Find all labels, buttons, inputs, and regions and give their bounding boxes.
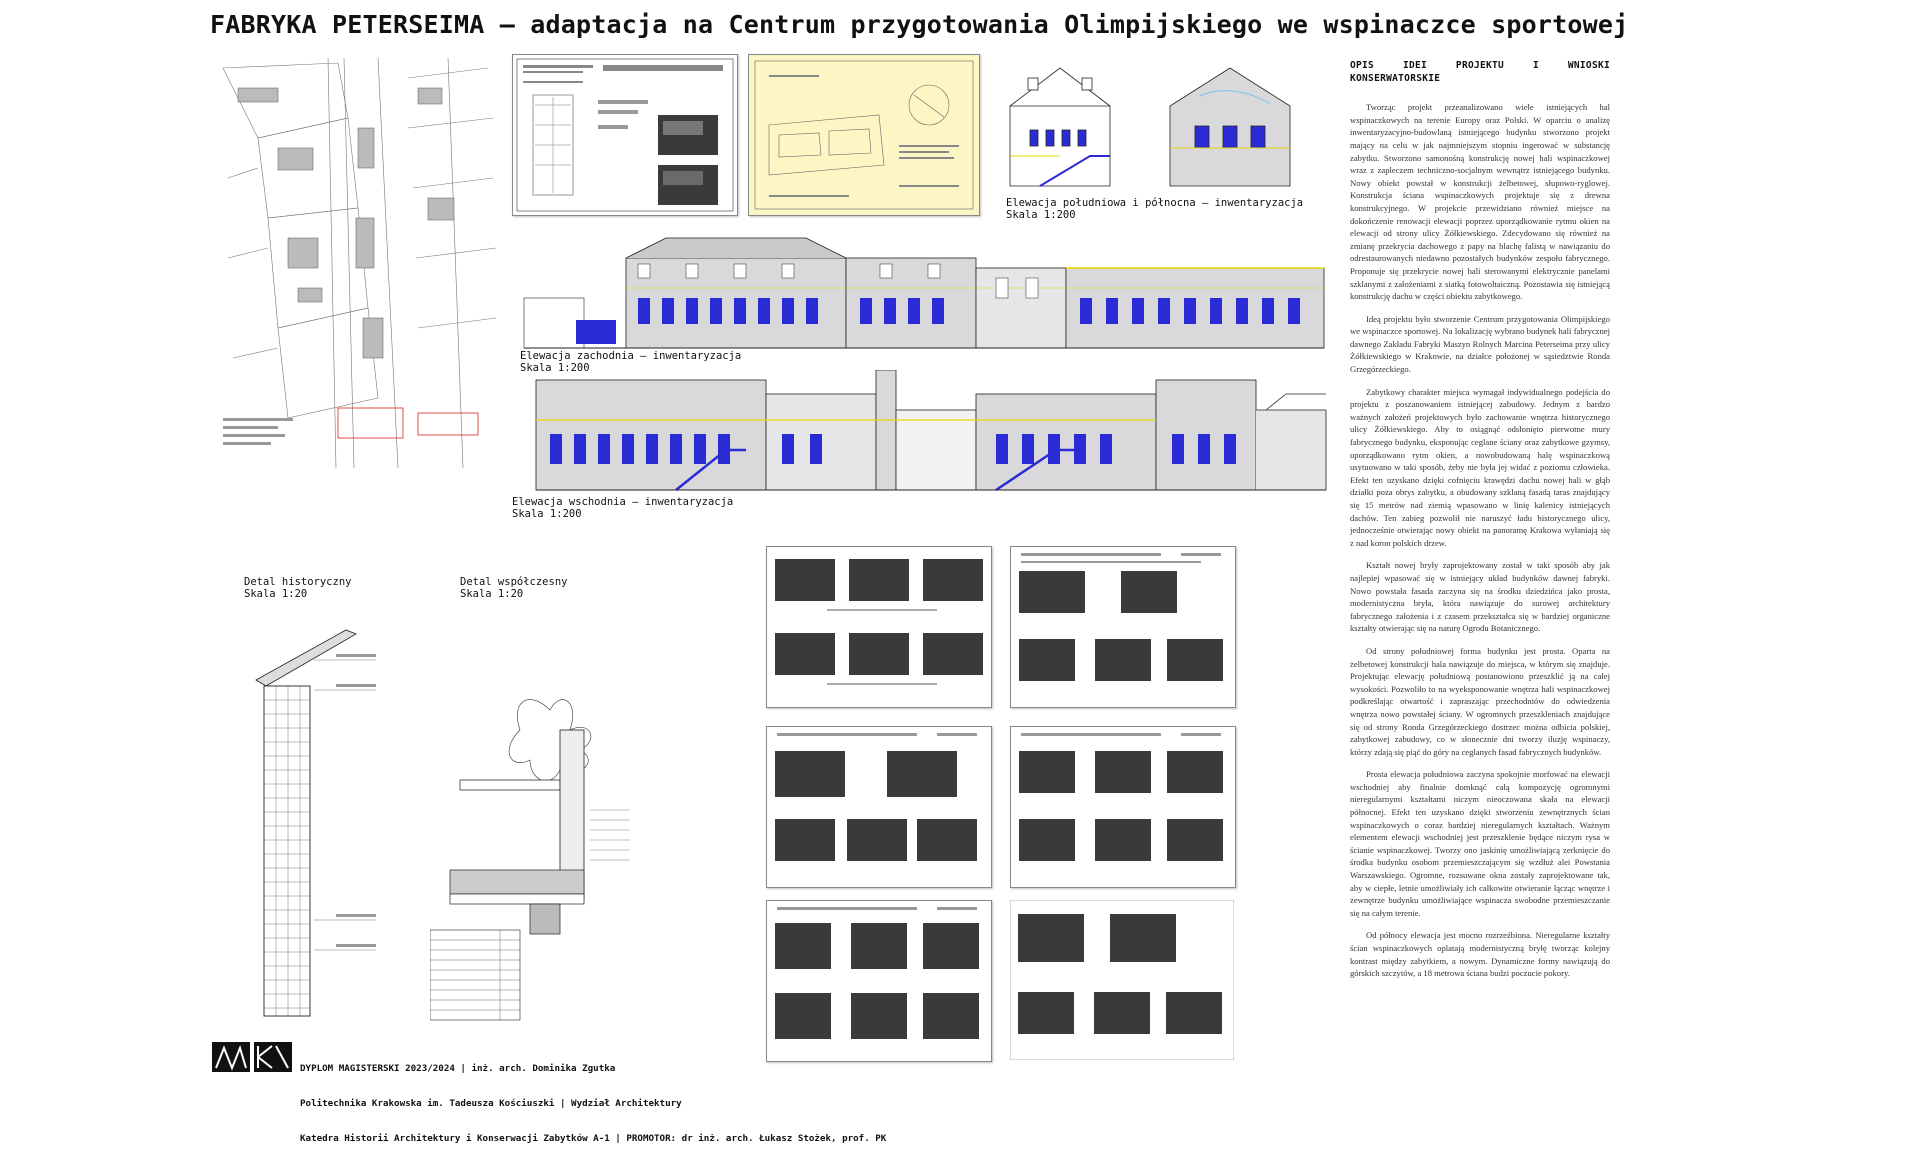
photo-sheet-4 — [1010, 726, 1236, 888]
description-heading: OPIS IDEI PROJEKTU I WNIOSKI KONSERWATORSKIE — [1350, 60, 1610, 84]
photo-sheet-2 — [1010, 546, 1236, 708]
caption-detail-historic: Detal historyczny Skala 1:20 — [244, 576, 352, 600]
photo-sheet-1 — [766, 546, 992, 708]
historic-detail-drawing — [236, 620, 396, 1020]
caption-east: Elewacja wschodnia – inwentaryzacja Skala 1:200 — [512, 496, 734, 520]
description-paragraph: Ideą projektu było stworzenie Centrum przygotowania Olimpijskiego we wspinaczce sportowej. Na lokalizację wybrano budynek hali fabrycznej dawnego Zakładu Fabryki Maszyn Rolnych Marcina Peterseima przy ulicy Żółkiewskiego w Krakowie, na działce położonej w sąsiedztwie Ronda Grzegórzeckiego. — [1350, 313, 1610, 375]
photo-sheet-3 — [766, 726, 992, 888]
description-paragraph: Od strony południowej forma budynku jest prosta. Oparta na żelbetowej konstrukcji hala nawiązuje do miejsca, w którym się znajduje. Projektując elewację południową postanowiono przeszklić ją na całej wysokości. Pozwoliło to na wyeksponowanie wnętrza hali wspinaczkowej podkreślając otwartość i zapraszając przechodniów do odwiedzenia wnętrza nowo powstałej ściany. W ogromnych przeszkleniach znajdujące się od strony Ronda Grzegórzeckiego dostrzec można odbicia polskiej, zabytkowej zabudowy, co w słonecznie dni tworzy iluzję wspinaczy, którzy zdają się piąć do góry na ceglanych fasad fabrycznych budynków. — [1350, 645, 1610, 757]
description-paragraph: Tworząc projekt przeanalizowano wiele istniejących hal wspinaczkowych na terenie Europy oraz Polski. W oparciu o analizę inwentaryzacyjno-budowlaną istniejącego budynku stworzono projekt mający na celu w jak najmniejszym stopniu ingerować w substancję zabytku. Stworzono samonośną konstrukcję nowej hali wspinaczkowej wraz z zapleczem techniczno-socjalnym wewnątrz istniejącego budynku. Nowy obiekt powstał w konstrukcji żelbetowej, słupowo-ryglowej. Konstrukcja ściana wspinaczkowych projektuje się z drewna konstrukcyjnego. W projekcie przewidziano również miejsce na dokończenie renowacji elewacji poprzez uporządkowanie rytmu okien na elewacji od strony ulicy Żółkiewskiego. Zdecydowano się również na zmianę przekrycia dachowego z papy na blachę falistą w nawiązaniu do odrestaurowanych niedawno pozostałych budynków zespołu fabrycznego. Proponuje się przekrycie nowej hali sterowanymi elektrycznie panelami szklanymi z założeniami z siatką fotowoltaiczną. Pozostawia się istniejącą konstrukcję dachu w części obiektu zabytkowego. — [1350, 102, 1610, 302]
caption-detail-modern: Detal współczesny Skala 1:20 — [460, 576, 568, 600]
yellow-plan-sheet — [748, 54, 980, 216]
photo-sheet-5 — [766, 900, 992, 1062]
project-description — [1350, 60, 1610, 990]
east-elevation — [526, 370, 1332, 492]
description-paragraph: Zabytkowy charakter miejsca wymagał indywidualnego podejścia do projektu z poszanowaniem istniejącej zabudowy. Jednym z bardzo ważnych założeń projektowych było zachowanie wnętrza historycznego ulicy Żółkiewskiego. Aby to osiągnąć odsłonięto pierwotne mury fabrycznego budynku, eksponując ceglane ściany oraz zabytkowe gzymsy, uporządkowano rytm okien, a nowobudowaną halę wspinaczkową usytuowano w taki sposób, żeby nie była jej widać z poziomu człowieka. Efekt ten uzyskano dzięki cofnięciu krawędzi dachu nowej hali w głąb działki poza obrys zabytku, a obudowany szklaną fasadą taras znajdujący się 15 metrów nad ziemią wpasowano w linię kalenicy istniejących dachów. Ten zabieg pozwolił nie naruszyć ładu historycznego ulicy, jednocześnie otwierając nowy obiekt na panoramę Krakowa wyłaniają się z nad koron polskich drzew. — [1350, 386, 1610, 548]
footer-line: Politechnika Krakowska im. Tadeusza Kościuszki | Wydział Architektury — [300, 1097, 682, 1109]
caption-south-north: Elewacja południowa i północna – inwentaryzacja Skala 1:200 — [1006, 197, 1304, 221]
south-north-elevations — [1000, 56, 1330, 190]
footer-info — [300, 1040, 886, 1156]
modern-detail-drawing — [430, 690, 650, 1030]
description-paragraph: Prosta elewacja południowa zaczyna spokojnie morfować na elewacji wschodniej aby finalnie domknąć całą kompozycję ogromnymi nieregularnymi kształtami niczym nieoczowana skała na elewacji północnej. Efekt ten uzyskano dzięki stworzeniu zewnętrznych ścian wspinaczkowych o coraz bardziej nieregularnych kształtach. Ważnym elementem elewacji wschodniej jest przeszklenie będące niczym rysa w ścianie wspinaczkowej. Tworzy ono jaskinię umożliwiającą zerknięcie do środka budynku osobom przemieszczającym się wzdłuż alei Powstania Warszawskiego. Ogromne, rozsuwane okna zostały zaprojektowane tak, aby w ciepłe, letnie umożliwiały ich całkowite otwieranie łącząc wnętrze i zewnętrze budynku umożliwiające wspinacza swobodne przemieszczanie się na całym terenie. — [1350, 769, 1610, 918]
footer-line: DYPLOM MAGISTERSKI 2023/2024 | inż. arch. Dominika Zgutka — [300, 1063, 616, 1075]
description-paragraph: Od północy elewacja jest mocno rozrzeźbiona. Nieregularne kształty ścian wspinaczkowych oplatają modernistyczną bryłę tworząc kolejny kontrast między zabytkiem, a nowym. Dynamiczne formy nawiązują do górskich szczytów, a 18 metrowa ściana budzi poczucie pokory. — [1350, 930, 1610, 979]
description-paragraph: Kształt nowej bryły zaprojektowany został w taki sposób aby jak najlepiej wpasować się w istniejący układ budynków dawnej fabryki. Nowo powstała fasada zaczyna się na środku dziedzińca jako prosta, modernistyczna bryła, która nawiązuje do surowej architektury fabrycznego założenia i z czasem przekształca się w bardziej organiczne kształty otwierając się na naturę Ogrodu Botanicznego. — [1350, 560, 1610, 634]
site-map — [218, 58, 498, 468]
record-card-sheet — [512, 54, 738, 216]
photo-sheet-6 — [1010, 900, 1234, 1060]
footer-line: Katedra Historii Architektury i Konserwacji Zabytków A-1 | PROMOTOR: dr inż. arch. Łukasz Stożek, prof. PK — [300, 1132, 887, 1144]
university-logo-icon — [212, 1042, 292, 1072]
caption-west: Elewacja zachodnia – inwentaryzacja Skala 1:200 — [520, 350, 742, 374]
page-title: FABRYKA PETERSEIMA – adaptacja na Centrum przygotowania Olimpijskiego we wspinaczce sportowej — [210, 10, 1629, 39]
west-elevation — [516, 228, 1332, 350]
